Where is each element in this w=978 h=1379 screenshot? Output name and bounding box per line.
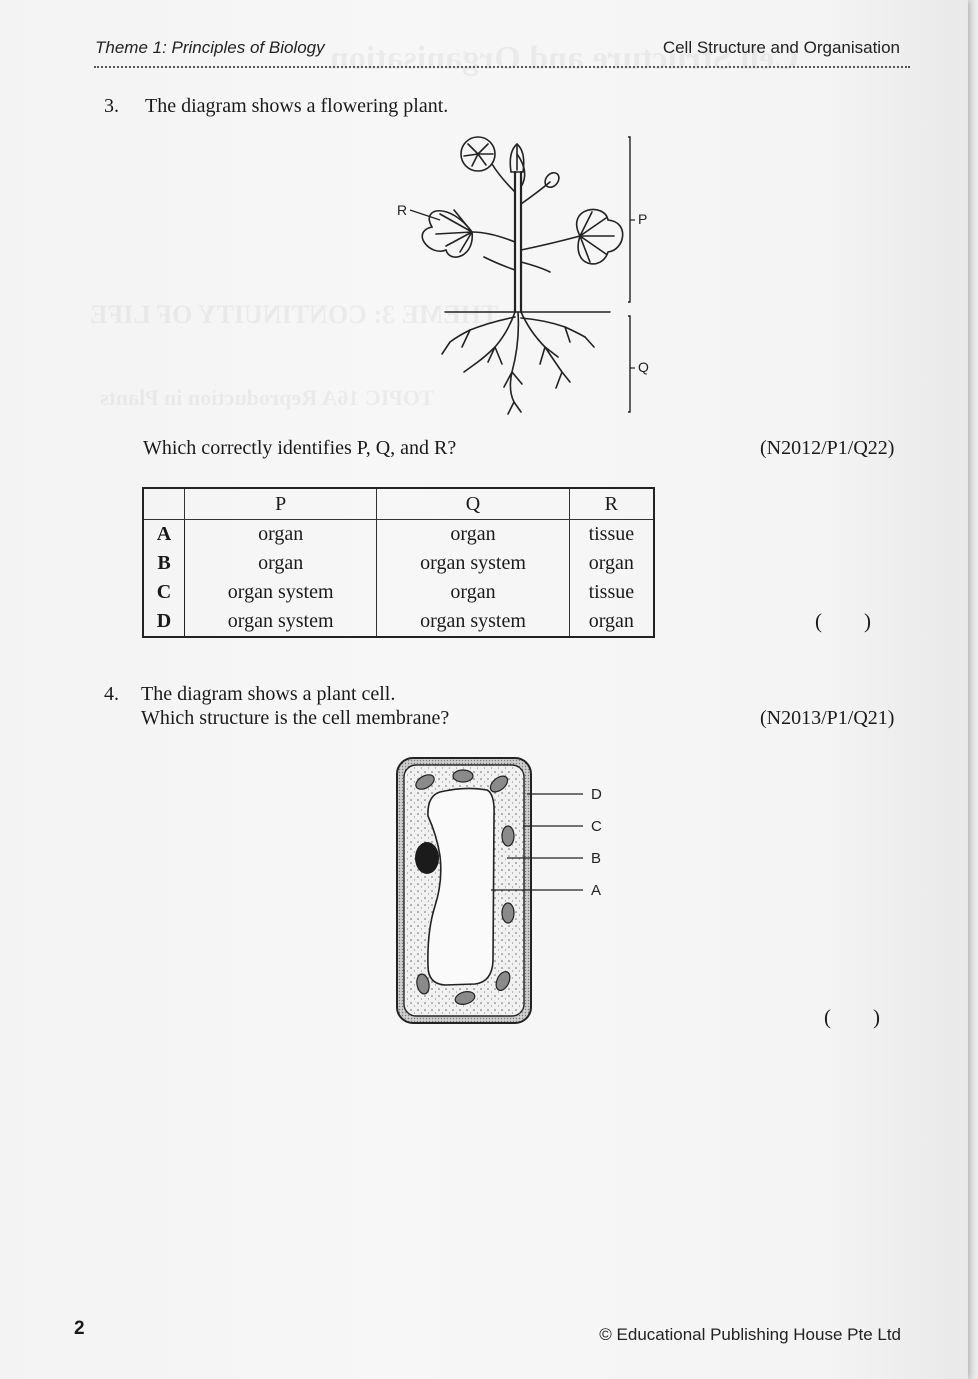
cell-r: organ — [569, 607, 654, 637]
option-letter: A — [143, 520, 185, 550]
table-header-q: Q — [377, 488, 569, 520]
table-row — [143, 578, 654, 607]
question-3-stem: The diagram shows a flowering plant. — [145, 95, 449, 117]
label-p: P — [638, 211, 648, 227]
option-letter: D — [143, 607, 185, 637]
question-4-stem-line2: Which structure is the cell membrane? — [141, 707, 450, 729]
question-3-number: 3. — [104, 95, 119, 117]
cell-q: organ system — [377, 549, 569, 578]
flowering-plant-diagram — [380, 132, 660, 422]
question-4-reference: (N2013/P1/Q21) — [760, 707, 895, 729]
table-header-r: R — [569, 488, 654, 520]
cell-p: organ system — [185, 607, 377, 637]
table-row — [143, 549, 654, 578]
table-header-row — [143, 488, 654, 520]
header-chapter: Cell Structure and Organisation — [662, 38, 900, 57]
cell-q: organ — [377, 520, 569, 550]
table-header-p: P — [185, 488, 377, 520]
table-row — [143, 520, 654, 550]
plant-cell-diagram — [395, 756, 620, 1026]
question-4-number: 4. — [104, 683, 119, 705]
table-row — [143, 607, 654, 637]
label-r: R — [397, 202, 408, 218]
label-d: D — [591, 786, 602, 803]
question-3-reference: (N2012/P1/Q22) — [760, 437, 895, 459]
cell-p: organ — [185, 549, 377, 578]
question-4-answer-bracket[interactable]: ( ) — [824, 1005, 880, 1029]
option-letter: B — [143, 549, 185, 578]
copyright-notice: © Educational Publishing House Pte Ltd — [599, 1325, 901, 1344]
cell-q: organ — [377, 578, 569, 607]
cell-p: organ — [185, 520, 377, 550]
label-c: C — [591, 818, 602, 835]
label-a: A — [591, 882, 602, 899]
header-theme: Theme 1: Principles of Biology — [95, 38, 325, 57]
cell-r: tissue — [569, 578, 654, 607]
page-number: 2 — [74, 1318, 85, 1339]
label-b: B — [591, 850, 602, 867]
label-q: Q — [638, 359, 649, 375]
cell-r: tissue — [569, 520, 654, 550]
question-3-prompt: Which correctly identifies P, Q, and R? — [143, 437, 457, 459]
option-letter: C — [143, 578, 185, 607]
question-4-stem-line1: The diagram shows a plant cell. — [141, 683, 396, 705]
question-3-answer-bracket[interactable]: ( ) — [815, 609, 871, 633]
cell-p: organ system — [185, 578, 377, 607]
answer-options-table — [142, 487, 655, 638]
header-divider — [94, 66, 910, 68]
table-header-blank — [143, 488, 185, 520]
cell-r: organ — [569, 549, 654, 578]
cell-q: organ system — [377, 607, 569, 637]
